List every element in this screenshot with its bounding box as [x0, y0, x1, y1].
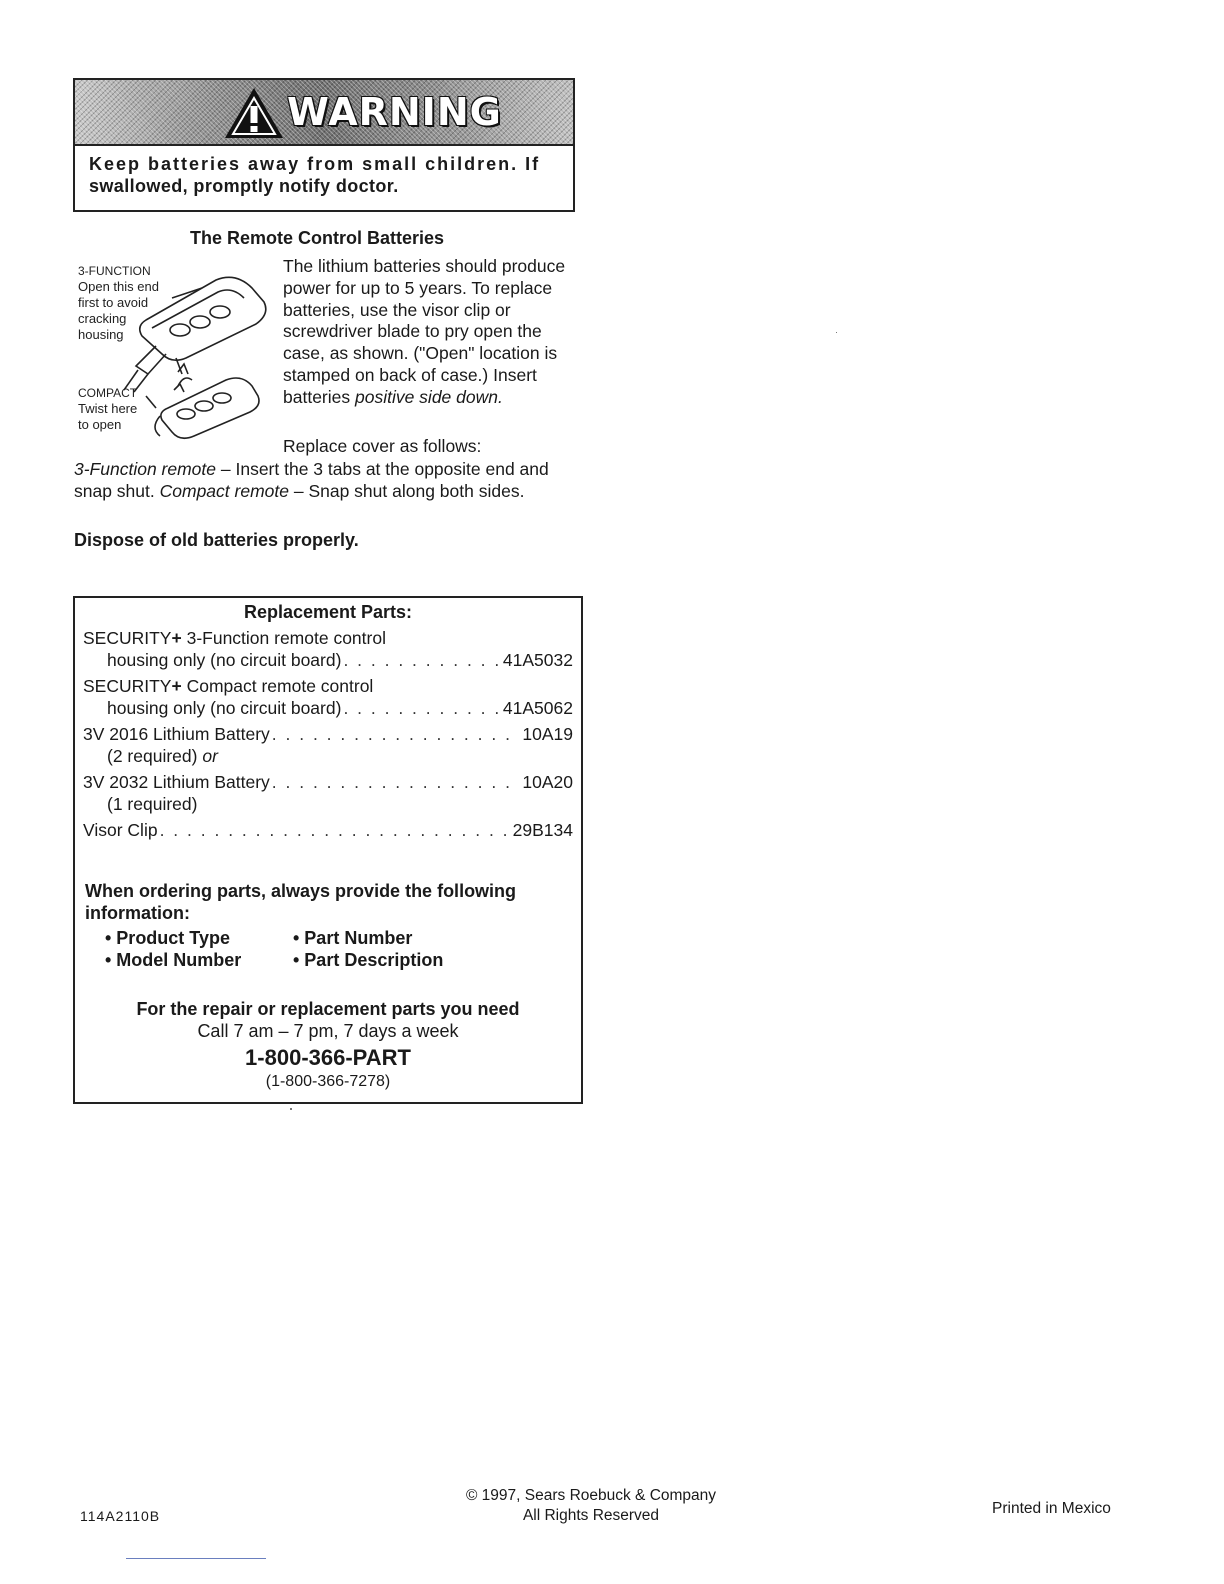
battery-description — [283, 256, 583, 409]
speck — [836, 332, 837, 333]
illus-label-first-avoid: first to avoid — [78, 295, 149, 310]
parts-list — [83, 628, 573, 847]
part-desc: 3V 2016 Lithium Battery — [83, 724, 270, 744]
order-item-product-type: • Product Type — [105, 928, 230, 948]
part-number: 10A19 — [522, 724, 573, 744]
dot-leader — [272, 724, 521, 746]
part-or: or — [202, 745, 218, 766]
part-line — [83, 724, 573, 746]
ordering-instructions: When ordering parts, always provide the following information: — [85, 881, 517, 923]
instr-3-function-text: – Insert the 3 tabs at the opposite end and snap shut. — [74, 459, 549, 501]
part-item — [83, 772, 573, 815]
warning-banner — [75, 80, 573, 146]
illus-label-twist-here: Twist here — [78, 401, 138, 416]
section-title: The Remote Control Batteries — [190, 228, 445, 248]
dot-leader — [272, 772, 521, 794]
warning-text — [89, 153, 565, 197]
illus-label-open-end: Open this end — [78, 279, 159, 294]
footer-rule — [126, 1558, 266, 1559]
instr-compact-label: Compact remote — [159, 481, 289, 501]
part-number: 41A5032 — [502, 649, 573, 670]
warning-line-1: Keep batteries away from small children. If — [89, 154, 541, 174]
speck — [290, 1108, 292, 1110]
document-number: 114A2110B — [80, 1508, 161, 1524]
part-item — [83, 628, 573, 671]
copyright — [446, 1486, 736, 1526]
part-name — [83, 676, 573, 698]
part-brand: SECURITY — [83, 628, 172, 648]
part-desc: 3V 2032 Lithium Battery — [83, 772, 270, 792]
part-number: 41A5062 — [502, 697, 573, 718]
part-item — [83, 676, 573, 719]
part-detail: housing only (no circuit board) — [107, 649, 342, 670]
warning-triangle-icon — [223, 86, 285, 140]
plus-icon: + — [171, 676, 182, 696]
replace-cover-line: Replace cover as follows: — [283, 436, 482, 456]
order-item-part-description: • Part Description — [293, 950, 444, 970]
contact-info — [75, 998, 581, 1092]
contact-phone-numeric: (1-800-366-7278) — [265, 1073, 391, 1090]
illus-label-to-open: to open — [78, 417, 122, 432]
dispose-note: Dispose of old batteries properly. — [74, 530, 359, 550]
warning-line-2: swallowed, promptly notify doctor. — [89, 176, 399, 196]
instr-compact-text: – Snap shut along both sides. — [288, 481, 525, 501]
part-line — [83, 698, 573, 720]
illus-label-housing: housing — [78, 327, 124, 342]
part-number: 10A20 — [522, 772, 573, 792]
copyright-line-1: © 1997, Sears Roebuck & Company — [465, 1487, 717, 1504]
dot-leader — [343, 698, 500, 720]
warning-title: WARNING — [287, 90, 502, 134]
illus-label-compact: COMPACT — [78, 386, 138, 400]
part-desc: Compact remote control — [181, 676, 374, 696]
dot-leader — [160, 820, 511, 842]
part-brand: SECURITY — [83, 676, 172, 696]
contact-phone: 1-800-366-PART — [245, 1045, 411, 1070]
part-desc: Visor Clip — [83, 820, 158, 840]
part-item — [83, 820, 573, 842]
copyright-line-2: All Rights Reserved — [522, 1507, 660, 1524]
parts-title: Replacement Parts: — [243, 602, 413, 622]
remote-illustration — [76, 258, 276, 448]
part-number: 29B134 — [512, 820, 573, 840]
battery-description-text: The lithium batteries should produce power for up to 5 years. To replace batteries, use the visor clip or screwdriver blade to pry open the case, as shown. ("Open" location is stamped on back of case.) Insert batteries — [283, 256, 566, 407]
illus-label-cracking: cracking — [78, 311, 127, 326]
battery-description-emphasis: positive side down. — [354, 386, 503, 407]
instr-3-function-label: 3-Function remote — [74, 459, 217, 479]
part-line — [83, 772, 573, 794]
contact-hours: Call 7 am – 7 pm, 7 days a week — [197, 1021, 459, 1041]
replacement-parts-box — [73, 596, 583, 1104]
part-quantity: (2 required) — [107, 745, 198, 766]
replace-instructions — [74, 458, 574, 502]
illus-label-3-function: 3-FUNCTION — [78, 264, 151, 278]
part-quantity: (1 required) — [107, 793, 198, 814]
warning-box — [73, 78, 575, 212]
dot-leader — [343, 650, 500, 672]
part-name — [83, 628, 573, 650]
order-item-part-number: • Part Number — [293, 928, 413, 948]
part-line — [83, 650, 573, 672]
plus-icon: + — [171, 628, 182, 648]
order-item-model-number: • Model Number — [105, 950, 242, 970]
part-line — [83, 820, 573, 842]
contact-line-1: For the repair or replacement parts you need — [136, 999, 520, 1019]
printed-in: Printed in Mexico — [992, 1500, 1111, 1517]
part-detail — [83, 746, 573, 768]
part-item — [83, 724, 573, 767]
part-detail: housing only (no circuit board) — [107, 697, 342, 718]
part-desc: 3-Function remote control — [181, 628, 386, 648]
